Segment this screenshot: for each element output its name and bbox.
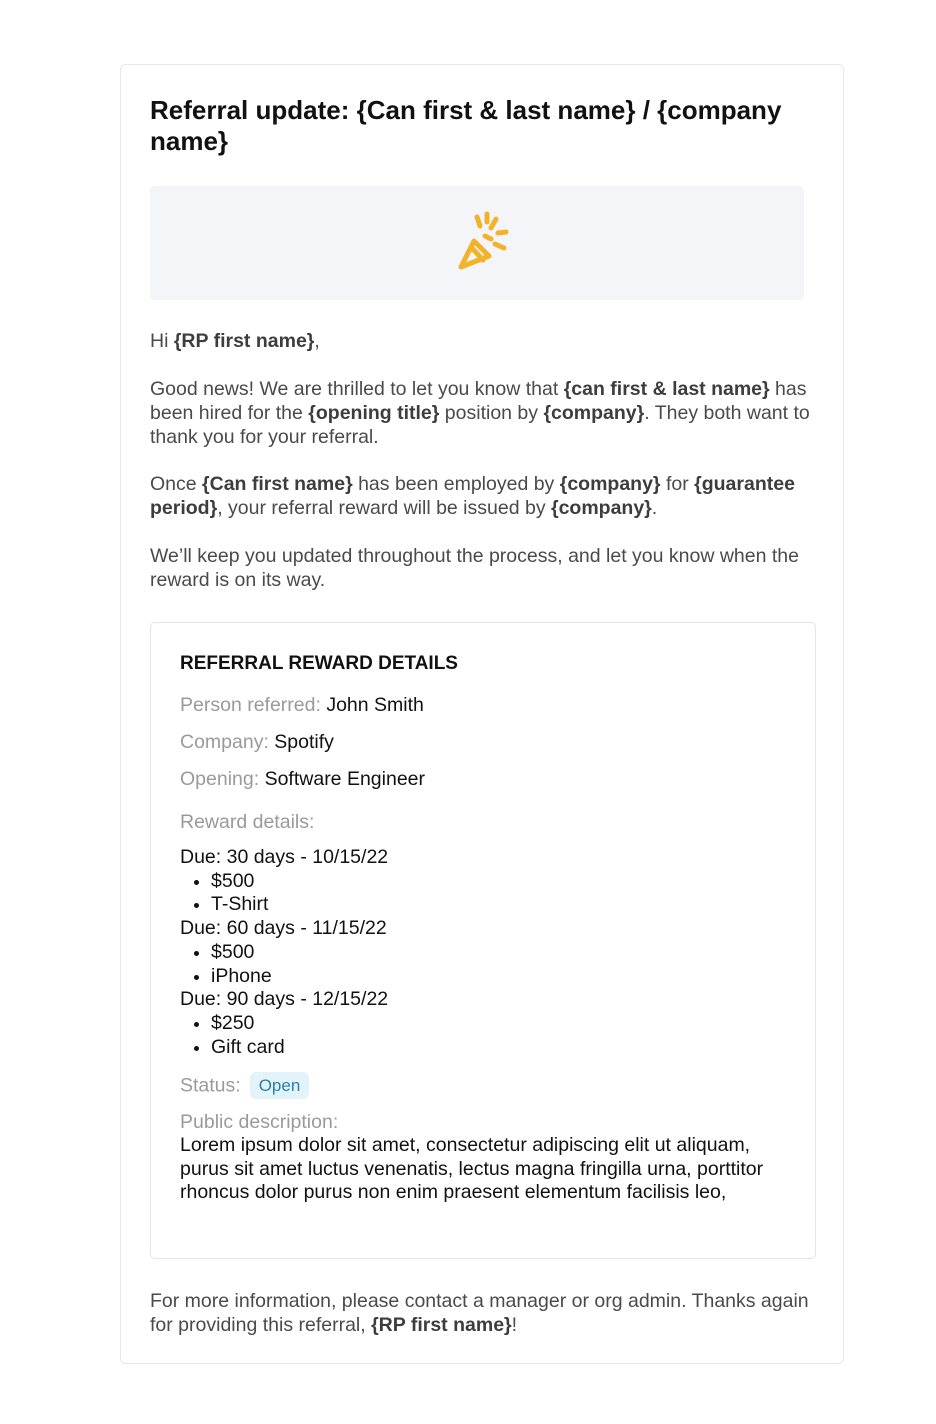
due-item: Due: 90 days - 12/15/22: [180, 988, 389, 1011]
due-item: Due: 30 days - 10/15/22: [180, 846, 389, 868]
hired-paragraph: Good news! We are thrilled to let you know that {can first & last name} has been hired for the {opening title} position by {company}. They both want to thank you for your referral.: [150, 378, 810, 448]
footer-paragraph: For more information, please contact a manager or org admin. Thanks again for providing this referral, {RP first name}!: [150, 1290, 809, 1336]
greeting: Hi {RP first name},: [150, 330, 320, 352]
status-row: Status: Open: [180, 1073, 309, 1100]
public-description: Lorem ipsum dolor sit amet, consectetur adipiscing elit ut aliquam, purus sit amet luctus venenatis, lectus magna fringilla urna, porttitor rhoncus dolor purus non enim praesent elementum facilisis leo,: [180, 1134, 764, 1204]
due-item: Due: 60 days - 11/15/22: [180, 917, 387, 940]
description-label: Public description:: [180, 1111, 339, 1133]
update-paragraph: We’ll keep you updated throughout the process, and let you know when the reward is on its way.: [150, 545, 799, 591]
party-popper-icon: [447, 211, 511, 275]
company-row: Company: Spotify: [180, 731, 334, 753]
opening-row: Opening: Software Engineer: [180, 768, 426, 790]
reward-item: iPhone: [211, 965, 388, 989]
reward-paragraph: Once {Can first name} has been employed by {company} for {guarantee period}, your referral reward will be issued by {company}.: [150, 473, 795, 519]
reward-schedule: [180, 846, 388, 1059]
email-card: [120, 64, 844, 1364]
reward-item: T-Shirt: [211, 893, 388, 917]
hero-banner: [150, 186, 804, 300]
reward-item: $250: [211, 1012, 388, 1036]
status-badge: Open: [250, 1072, 310, 1099]
details-heading: REFERRAL REWARD DETAILS: [180, 653, 458, 674]
reward-label: Reward details:: [180, 811, 315, 833]
email-subject: Referral update: {Can first & last name} / {company name}: [150, 95, 782, 156]
reward-item: $500: [211, 870, 388, 894]
person-row: Person referred: John Smith: [180, 694, 424, 716]
reward-item: $500: [211, 941, 388, 965]
reward-details-box: [150, 622, 816, 1259]
reward-item: Gift card: [211, 1036, 388, 1060]
